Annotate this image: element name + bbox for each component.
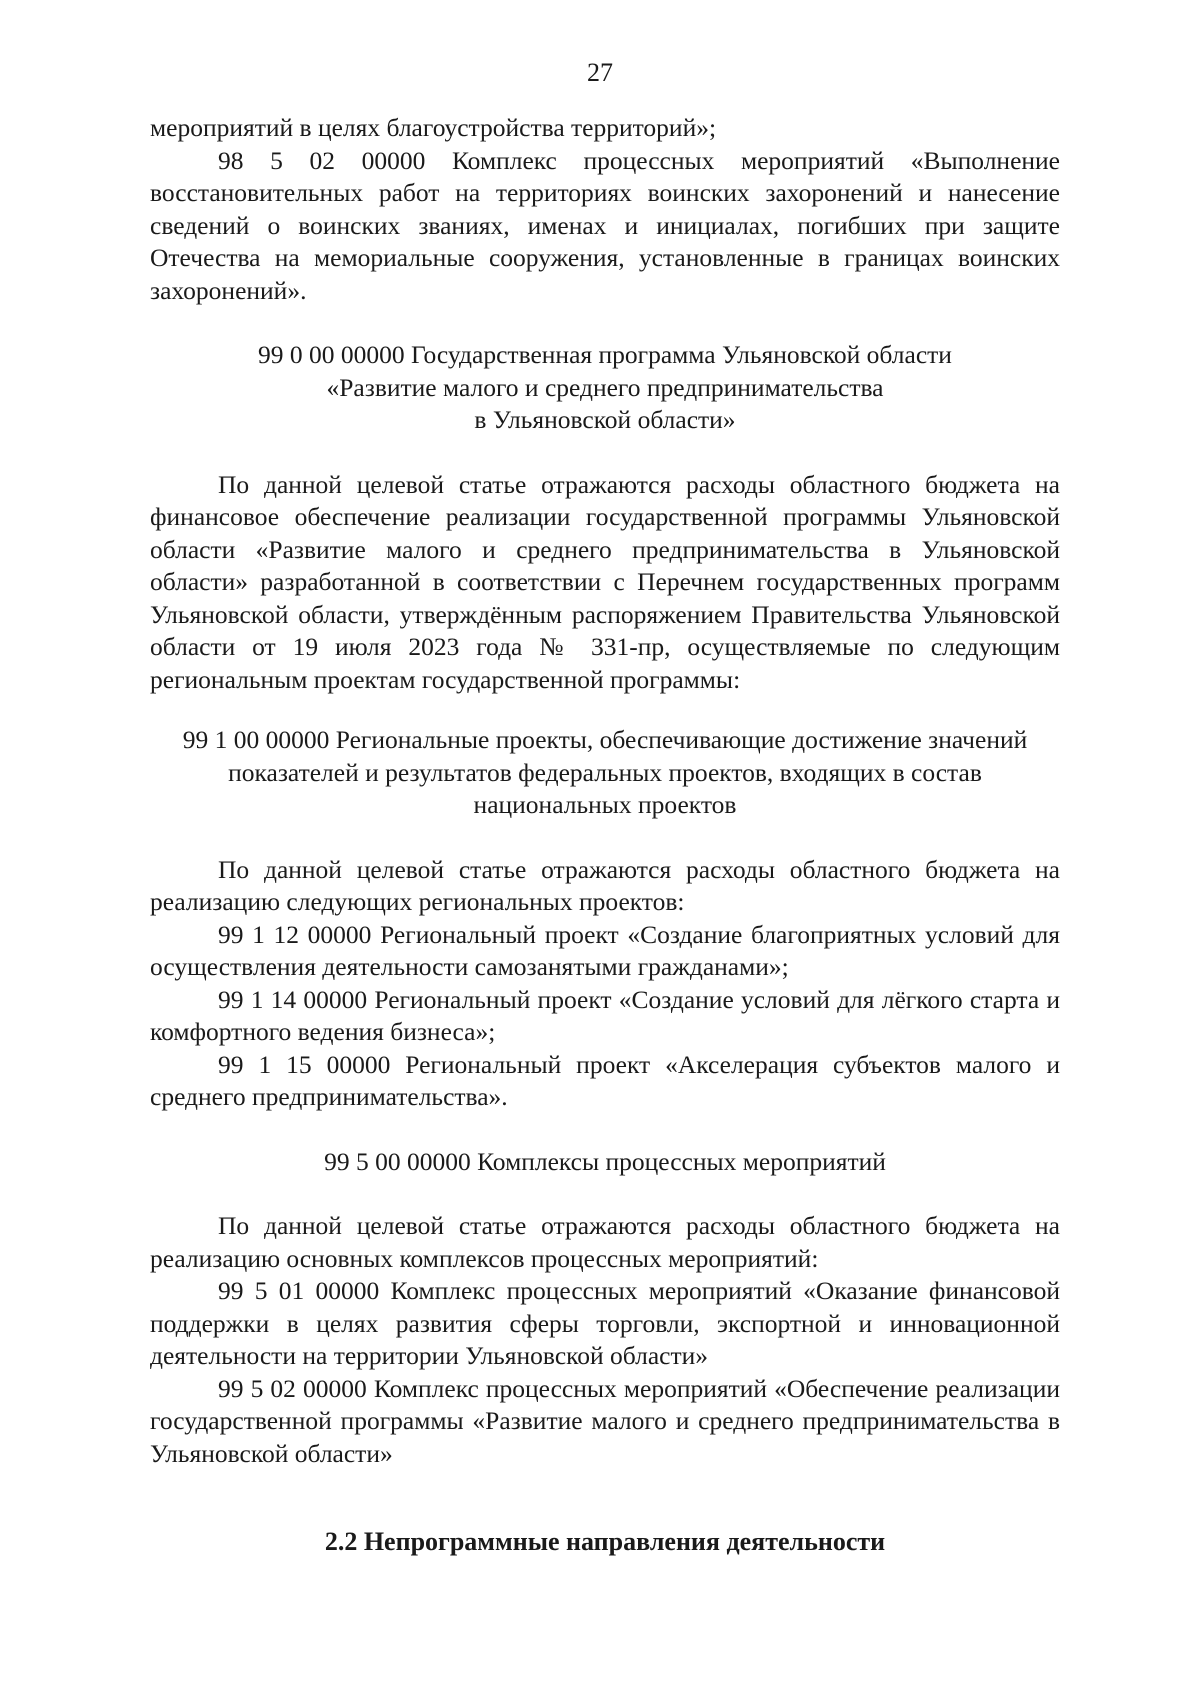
- heading-99-0-line1: 99 0 00 00000 Государственная программа Ульяновской области: [258, 340, 952, 369]
- heading-99-0-line3: в Ульяновской области»: [474, 405, 736, 434]
- heading-99-1-line3: национальных проектов: [473, 790, 737, 819]
- paragraph-99-1-14: 99 1 14 00000 Региональный проект «Создание условий для лёгкого старта и комфортного ведения бизнеса»;: [150, 984, 1060, 1046]
- heading-99-0-line2: «Развитие малого и среднего предпринимательства: [326, 372, 884, 402]
- heading-99-1-line1: 99 1 00 00000 Региональные проекты, обеспечивающие достижение значений: [182, 725, 1028, 754]
- paragraph-99-1-15: 99 1 15 00000 Региональный проект «Акселерация субъектов малого и среднего предпринимательства».: [150, 1049, 1060, 1111]
- paragraph-99-5-intro: По данной целевой статье отражаются расходы областного бюджета на реализацию основных комплексов процессных мероприятий:: [150, 1211, 1060, 1273]
- page-number: 27: [587, 58, 613, 87]
- heading-99-1-line2: показателей и результатов федеральных проектов, входящих в состав: [228, 757, 982, 787]
- paragraph-continuation: мероприятий в целях благоустройства территорий»;: [150, 113, 717, 142]
- heading-99-5: 99 5 00 00000 Комплексы процессных мероприятий: [324, 1146, 886, 1176]
- section-heading-2-2: 2.2 Непрограммные направления деятельности: [324, 1527, 886, 1556]
- paragraph-98-5-02: 98 5 02 00000 Комплекс процессных мероприятий «Выполнение восстановительных работ на территориях воинских захоронений и нанесение сведений о воинских званиях, именах и инициалах, погибших при защите Отечества на мемориальные сооружения, установленные в границах воинских захоронений».: [150, 145, 1060, 305]
- document-body: [150, 112, 1060, 1559]
- paragraph-99-1-12: 99 1 12 00000 Региональный проект «Создание благоприятных условий для осуществления деятельности самозанятыми гражданами»;: [150, 919, 1060, 981]
- paragraph-99-1-intro: По данной целевой статье отражаются расходы областного бюджета на реализацию следующих региональных проектов:: [150, 854, 1060, 916]
- heading-99-0: [150, 339, 1060, 437]
- paragraph-99-5-02: 99 5 02 00000 Комплекс процессных мероприятий «Обеспечение реализации государственной программы «Развитие малого и среднего предпринимательства в Ульяновской области»: [150, 1373, 1060, 1468]
- paragraph-99-5-01: 99 5 01 00000 Комплекс процессных мероприятий «Оказание финансовой поддержки в целях развития сферы торговли, экспортной и инновационной деятельности на территории Ульяновской области»: [150, 1276, 1060, 1370]
- heading-99-1: [150, 724, 1060, 822]
- paragraph-99-0: По данной целевой статье отражаются расходы областного бюджета на финансовое обеспечение реализации государственной программы Ульяновской области «Развитие малого и среднего предпринимательства в Ульяновской области» разработанной в соответствии с Перечнем государственных программ Ульяновской области, утверждённым распоряжением Правительства Ульяновской области от 19 июля 2023 года № 331-пр, осуществляемые по следующим региональным проектам государственной программы:: [150, 469, 1060, 694]
